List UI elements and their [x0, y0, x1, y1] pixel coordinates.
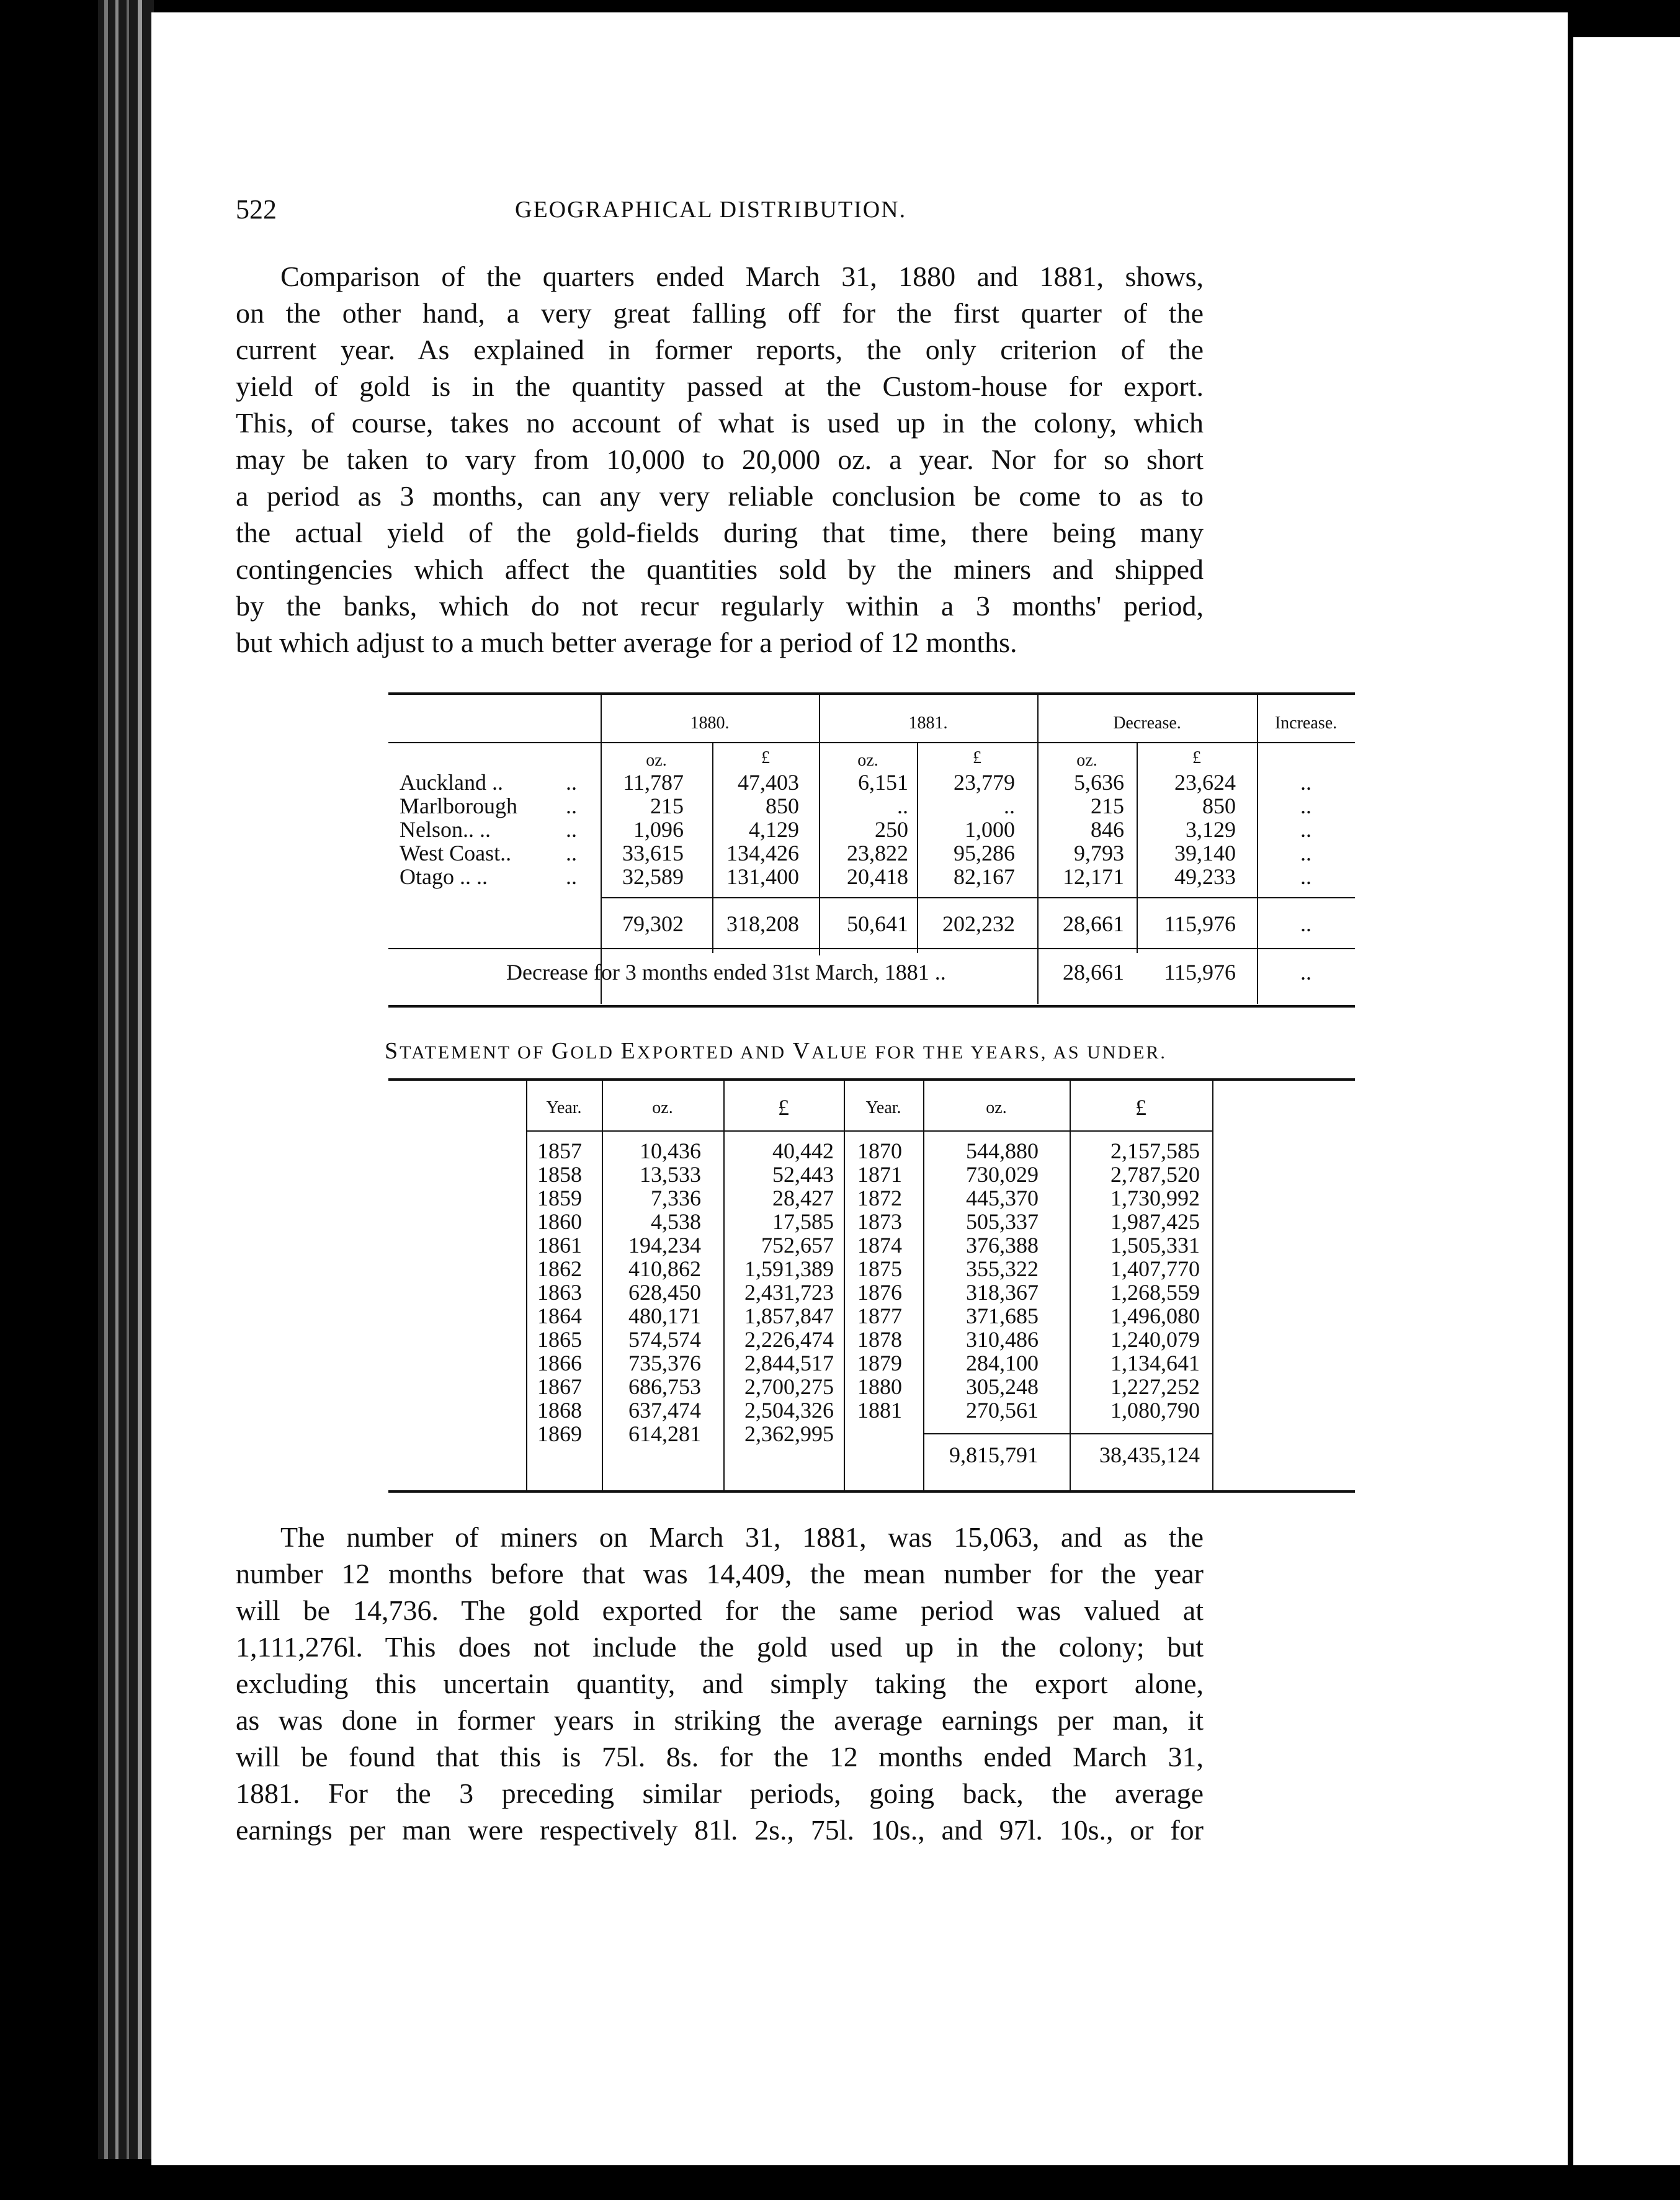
cell: 574,574: [628, 1327, 701, 1352]
cell: 686,753: [628, 1374, 701, 1399]
cell: 376,388: [966, 1233, 1039, 1258]
year-cell: 1868: [537, 1398, 582, 1423]
unit-label: £: [761, 748, 770, 767]
cell: 2,844,517: [744, 1351, 834, 1375]
row-dots: ..: [566, 794, 577, 818]
cell: 28,427: [772, 1186, 834, 1210]
decrease-cell: 28,661: [1063, 960, 1124, 985]
column-rule: [526, 1081, 527, 1490]
cell: 23,779: [954, 770, 1015, 795]
decrease-label: Decrease for 3 months ended 31st March, 1881 ..: [506, 960, 946, 985]
text-line: 1881. For the 3 preceding similar periods, going back, the average: [236, 1777, 1204, 1809]
cell: 82,167: [954, 864, 1015, 889]
cell: 39,140: [1174, 841, 1236, 865]
year-cell: 1863: [537, 1280, 582, 1305]
cell: 1,000: [965, 817, 1015, 842]
year-cell: 1880: [857, 1374, 902, 1399]
cell: 10,436: [640, 1138, 701, 1163]
col-header-1880: 1880.: [690, 713, 730, 733]
cell: 1,987,425: [1110, 1209, 1200, 1234]
text-line: may be taken to vary from 10,000 to 20,000 oz. a year. Nor for so short: [236, 444, 1204, 475]
cell: 1,096: [633, 817, 684, 842]
cell: 445,370: [966, 1186, 1039, 1210]
text-line: earnings per man were respectively 81l. 2s., 75l. 10s., and 97l. 10s., or for: [236, 1814, 1204, 1846]
row-dots: ..: [566, 817, 577, 842]
cell: 52,443: [772, 1162, 834, 1187]
text-line: 1,111,276l. This does not include the gold used up in the colony; but: [236, 1631, 1204, 1663]
year-cell: 1876: [857, 1280, 902, 1305]
text-line: contingencies which affect the quantities sold by the miners and shipped: [236, 553, 1204, 585]
cell: 1,134,641: [1110, 1351, 1200, 1375]
cell: 11,787: [623, 770, 684, 795]
cell: 735,376: [628, 1351, 701, 1375]
column-rule: [1212, 1081, 1213, 1490]
year-cell: 1860: [537, 1209, 582, 1234]
unit-label: £: [1192, 748, 1201, 767]
cell: 9,793: [1074, 841, 1124, 865]
total-pounds: 38,435,124: [1099, 1442, 1200, 1467]
total-cell: 115,976: [1164, 911, 1236, 936]
total-cell: ..: [1300, 911, 1311, 936]
cell: 480,171: [628, 1303, 701, 1328]
cell: 318,367: [966, 1280, 1039, 1305]
running-head: GEOGRAPHICAL DISTRIBUTION.: [515, 197, 907, 223]
cell: 2,226,474: [744, 1327, 834, 1352]
cell: 1,505,331: [1110, 1233, 1200, 1258]
cell: 95,286: [954, 841, 1015, 865]
year-cell: 1871: [857, 1162, 902, 1187]
cell: ..: [1300, 864, 1311, 889]
cell: 2,157,585: [1110, 1138, 1200, 1163]
total-cell: 50,641: [847, 911, 908, 936]
cell: ..: [1300, 817, 1311, 842]
year-cell: 1872: [857, 1186, 902, 1210]
total-cell: 202,232: [942, 911, 1015, 936]
cell: ..: [1300, 794, 1311, 818]
cell: 215: [1091, 794, 1124, 818]
cell: 850: [766, 794, 799, 818]
text-line: yield of gold is in the quantity passed at the Custom-house for export.: [236, 370, 1204, 402]
cell: 637,474: [628, 1398, 701, 1423]
cell: 730,029: [966, 1162, 1039, 1187]
col-header-1881: 1881.: [908, 713, 948, 733]
table-rule: [388, 1078, 1355, 1081]
col-header-oz: oz.: [652, 1098, 673, 1117]
cell: 1,857,847: [744, 1303, 834, 1328]
unit-label: oz.: [857, 751, 878, 770]
cell: 131,400: [726, 864, 799, 889]
year-cell: 1857: [537, 1138, 582, 1163]
text-line: Comparison of the quarters ended March 31, 1880 and 1881, shows,: [280, 261, 1204, 292]
cell: 2,362,995: [744, 1421, 834, 1446]
row-label: Marlborough: [400, 794, 517, 818]
cell: 6,151: [858, 770, 908, 795]
cell: ..: [1300, 770, 1311, 795]
cell: 7,336: [651, 1186, 701, 1210]
year-cell: 1864: [537, 1303, 582, 1328]
cell: 410,862: [628, 1256, 701, 1281]
total-cell: 79,302: [622, 911, 684, 936]
decrease-cell: ..: [1300, 960, 1311, 985]
text-line: as was done in former years in striking the average earnings per man, it: [236, 1704, 1204, 1736]
cell: 250: [875, 817, 908, 842]
text-line: number 12 months before that was 14,409, the mean number for the year: [236, 1558, 1204, 1590]
table-rule: [388, 948, 1355, 949]
table-rule: [388, 742, 1355, 743]
cell: 2,787,520: [1110, 1162, 1200, 1187]
year-cell: 1865: [537, 1327, 582, 1352]
text-line: excluding this uncertain quantity, and simply taking the export alone,: [236, 1668, 1204, 1699]
text-line: The number of miners on March 31, 1881, was 15,063, and as the: [280, 1521, 1204, 1553]
year-cell: 1862: [537, 1256, 582, 1281]
paragraph-1: [236, 258, 1204, 661]
text-line: a period as 3 months, can any very reliable conclusion be come to as to: [236, 480, 1204, 512]
cell: 1,730,992: [1110, 1186, 1200, 1210]
year-cell: 1861: [537, 1233, 582, 1258]
year-cell: 1859: [537, 1186, 582, 1210]
cell: ..: [1300, 841, 1311, 865]
year-cell: 1869: [537, 1421, 582, 1446]
cell: 1,407,770: [1110, 1256, 1200, 1281]
table-rule: [388, 1005, 1355, 1008]
cell: 284,100: [966, 1351, 1039, 1375]
row-dots: ..: [566, 770, 577, 795]
text-line: by the banks, which do not recur regularly within a 3 months' period,: [236, 590, 1204, 622]
text-line: but which adjust to a much better average for a period of 12 months.: [236, 627, 1017, 658]
row-label: West Coast..: [400, 841, 512, 865]
year-cell: 1879: [857, 1351, 902, 1375]
cell: 49,233: [1174, 864, 1236, 889]
cell: 846: [1091, 817, 1124, 842]
row-label: Nelson.. ..: [400, 817, 491, 842]
year-cell: 1867: [537, 1374, 582, 1399]
text-line: This, of course, takes no account of what is used up in the colony, which: [236, 407, 1204, 439]
cell: 850: [1202, 794, 1236, 818]
cell: 310,486: [966, 1327, 1039, 1352]
cell: ..: [1004, 794, 1015, 818]
cell: 2,504,326: [744, 1398, 834, 1423]
text-line: current year. As explained in former reports, the only criterion of the: [236, 334, 1204, 365]
column-rule: [844, 1081, 845, 1490]
cell: 23,822: [847, 841, 908, 865]
text-line: will be 14,736. The gold exported for the same period was valued at: [236, 1594, 1204, 1626]
page-number: 522: [236, 194, 277, 225]
col-header-decrease: Decrease.: [1113, 713, 1181, 733]
year-cell: 1878: [857, 1327, 902, 1352]
cell: 194,234: [628, 1233, 701, 1258]
cell: 1,496,080: [1110, 1303, 1200, 1328]
cell: 1,240,079: [1110, 1327, 1200, 1352]
unit-label: oz.: [1076, 751, 1097, 770]
unit-label: £: [973, 748, 981, 767]
col-header-pounds: £: [1135, 1095, 1146, 1120]
total-oz: 9,815,791: [949, 1442, 1039, 1467]
year-cell: 1870: [857, 1138, 902, 1163]
col-header-pounds: £: [778, 1095, 789, 1120]
row-label: Auckland ..: [400, 770, 503, 795]
row-label: Otago .. ..: [400, 864, 488, 889]
col-header-oz: oz.: [986, 1098, 1007, 1117]
cell: 1,080,790: [1110, 1398, 1200, 1423]
book-spine: [98, 0, 154, 2159]
cell: 20,418: [847, 864, 908, 889]
row-dots: ..: [566, 864, 577, 889]
table-caption: STATEMENT OF GOLD EXPORTED AND VALUE FOR THE YEARS, AS UNDER.: [385, 1038, 1167, 1064]
row-dots: ..: [566, 841, 577, 865]
year-cell: 1858: [537, 1162, 582, 1187]
cell: 1,591,389: [744, 1256, 834, 1281]
year-cell: 1874: [857, 1233, 902, 1258]
total-cell: 28,661: [1063, 911, 1124, 936]
cell: 12,171: [1063, 864, 1124, 889]
cell: 1,268,559: [1110, 1280, 1200, 1305]
cell: 505,337: [966, 1209, 1039, 1234]
paragraph-2: [236, 1519, 1204, 1848]
cell: 13,533: [640, 1162, 701, 1187]
decrease-cell: 115,976: [1164, 960, 1236, 985]
year-cell: 1881: [857, 1398, 902, 1423]
cell: 614,281: [628, 1421, 701, 1446]
year-cell: 1866: [537, 1351, 582, 1375]
cell: 305,248: [966, 1374, 1039, 1399]
table-rule: [388, 692, 1355, 695]
text-line: on the other hand, a very great falling off for the first quarter of the: [236, 297, 1204, 329]
col-header-year: Year.: [865, 1098, 901, 1117]
cell: 1,227,252: [1110, 1374, 1200, 1399]
cell: 544,880: [966, 1138, 1039, 1163]
unit-label: oz.: [646, 751, 667, 770]
cell: 47,403: [738, 770, 799, 795]
text-line: the actual yield of the gold-fields during that time, there being many: [236, 517, 1204, 548]
cell: 134,426: [726, 841, 799, 865]
cell: 371,685: [966, 1303, 1039, 1328]
cell: 355,322: [966, 1256, 1039, 1281]
total-cell: 318,208: [726, 911, 799, 936]
table-rule: [388, 1490, 1355, 1493]
cell: 4,129: [749, 817, 799, 842]
year-cell: 1875: [857, 1256, 902, 1281]
year-cell: 1873: [857, 1209, 902, 1234]
facing-page-edge: [1573, 37, 1680, 2165]
cell: 32,589: [622, 864, 684, 889]
cell: 23,624: [1174, 770, 1236, 795]
text-line: will be found that this is 75l. 8s. for the 12 months ended March 31,: [236, 1741, 1204, 1773]
cell: 628,450: [628, 1280, 701, 1305]
cell: 215: [650, 794, 684, 818]
cell: 17,585: [772, 1209, 834, 1234]
cell: 2,431,723: [744, 1280, 834, 1305]
cell: 40,442: [772, 1138, 834, 1163]
cell: 3,129: [1186, 817, 1236, 842]
table-rule: [923, 1433, 1212, 1434]
cell: 2,700,275: [744, 1374, 834, 1399]
cell: 270,561: [966, 1398, 1039, 1423]
col-header-year: Year.: [546, 1098, 582, 1117]
cell: 4,538: [651, 1209, 701, 1234]
cell: 33,615: [622, 841, 684, 865]
col-header-increase: Increase.: [1274, 713, 1338, 733]
cell: ..: [897, 794, 908, 818]
table-rule: [601, 897, 1355, 898]
table-rule: [526, 1130, 1213, 1132]
cell: 752,657: [761, 1233, 834, 1258]
cell: 5,636: [1074, 770, 1124, 795]
year-cell: 1877: [857, 1303, 902, 1328]
